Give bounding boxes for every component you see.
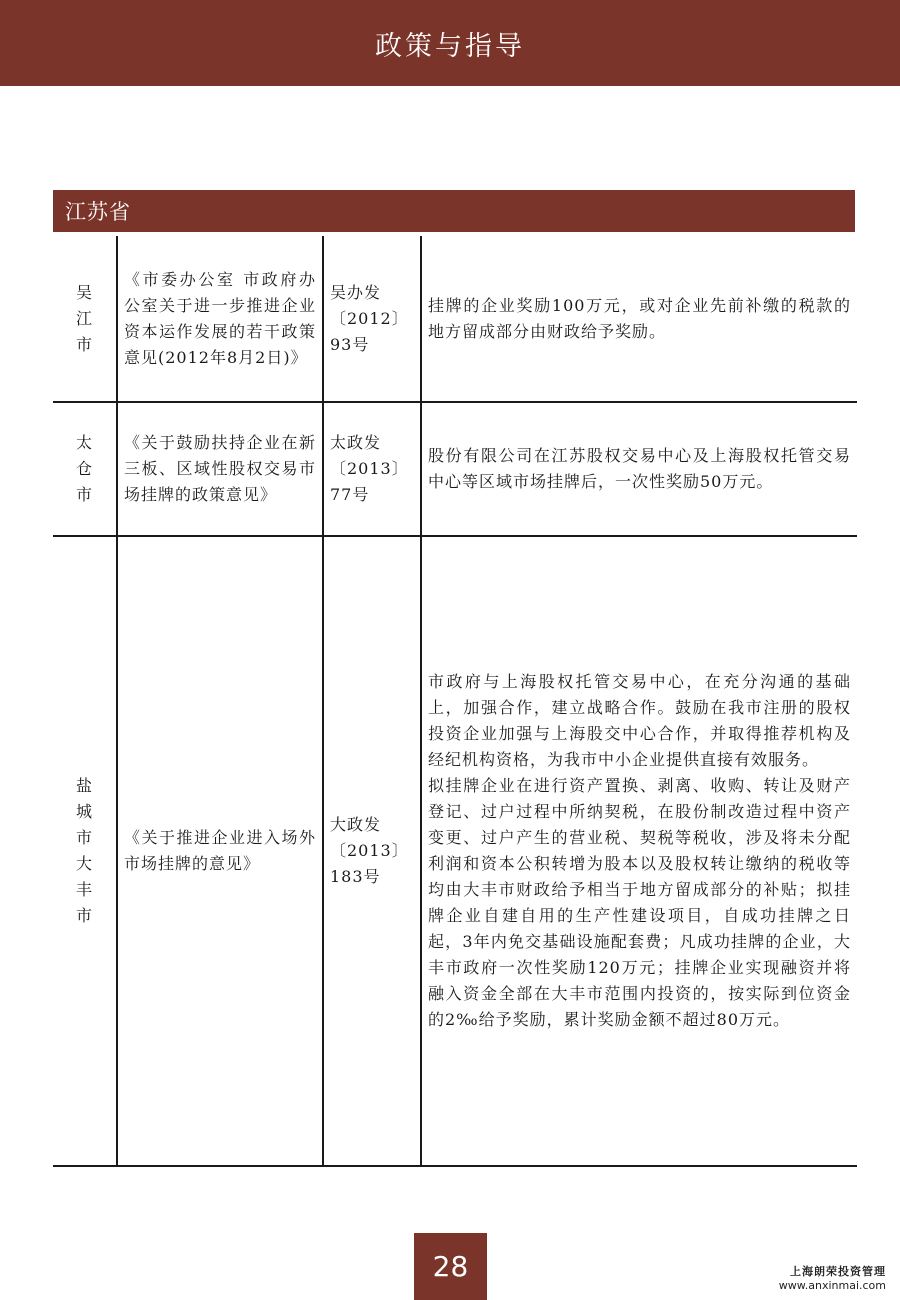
content-paragraph: 挂牌的企业奖励100万元，或对企业先前补缴的税款的地方留成部分由财政给予奖励。 <box>428 295 851 341</box>
city-char: 市 <box>75 485 93 504</box>
city-char: 城 <box>75 802 93 821</box>
content-paragraph: 股份有限公司在江苏股权交易中心及上海股权托管交易中心等区域市场挂牌后，一次性奖励50万元。 <box>428 446 851 491</box>
city-char: 盐 <box>75 776 93 795</box>
content-paragraph: 拟挂牌企业在进行资产置换、剥离、收购、转让及财产登记、过户过程中所纳契税，在股份制改造过程中资产变更、过户产生的营业税、契税等税收，涉及将未分配利润和资本公积转增为股本以及股权转让缴纳的税收等均由大丰市财政给予相当于地方留成部分的补贴；拟挂牌企业自建自用的生产性建设项目，自成功挂牌之日起，3年内免交基础设施配套费；凡成功挂牌的企业，大丰市政府一次性奖励120万元；挂牌企业实现融资并将融入资金全部在大丰市范围内投资的，按实际到位资金的2‰给予奖励，累计奖励金额不超过80万元。 <box>428 776 851 1029</box>
section-title: 江苏省 <box>65 200 131 224</box>
city-char: 大 <box>75 854 93 873</box>
page-number: 28 <box>432 1250 469 1283</box>
city-char: 丰 <box>75 880 93 899</box>
city-char: 吴 <box>75 282 93 302</box>
city-char: 市 <box>75 906 93 925</box>
content-paragraph: 市政府与上海股权托管交易中心，在充分沟通的基础上，加强合作，建立战略合作。鼓励在我市注册的股权投资企业加强与上海股交中心合作，并取得推荐机构及经纪机构资格，为我市中小企业提供直接有效服务。 <box>428 672 851 769</box>
document-number: 大政发〔2013〕183号 <box>323 536 421 1166</box>
page-number-box <box>414 1233 487 1300</box>
table-row <box>53 236 857 402</box>
city-cell <box>53 536 117 1166</box>
document-name: 《关于鼓励扶持企业在新三板、区域性股权交易市场挂牌的政策意见》 <box>117 402 323 536</box>
policy-content <box>421 402 857 536</box>
brand-logo <box>779 1263 886 1292</box>
table-row <box>53 536 857 1166</box>
policy-content <box>421 536 857 1166</box>
document-name: 《关于推进企业进入场外市场挂牌的意见》 <box>117 536 323 1166</box>
brand-name: 上海朗荣投资管理 <box>790 1265 886 1278</box>
city-char: 太 <box>75 433 93 452</box>
header-title: 政策与指导 <box>375 30 525 62</box>
city-char: 江 <box>75 308 93 328</box>
page-header <box>0 0 900 86</box>
city-cell <box>53 402 117 536</box>
city-cell <box>53 236 117 402</box>
brand-url: www.anxinmai.com <box>778 1279 886 1292</box>
document-number: 太政发〔2013〕77号 <box>323 402 421 536</box>
policy-content <box>421 236 857 402</box>
table-row <box>53 402 857 536</box>
document-number: 吴办发〔2012〕93号 <box>323 236 421 402</box>
city-char: 市 <box>75 828 93 847</box>
document-name: 《市委办公室 市政府办公室关于进一步推进企业资本运作发展的若干政策意见(2012年8月2日)》 <box>117 236 323 402</box>
city-char: 市 <box>75 334 93 354</box>
section-bar <box>53 190 855 232</box>
city-char: 仓 <box>75 459 93 478</box>
policy-table <box>53 236 857 1167</box>
